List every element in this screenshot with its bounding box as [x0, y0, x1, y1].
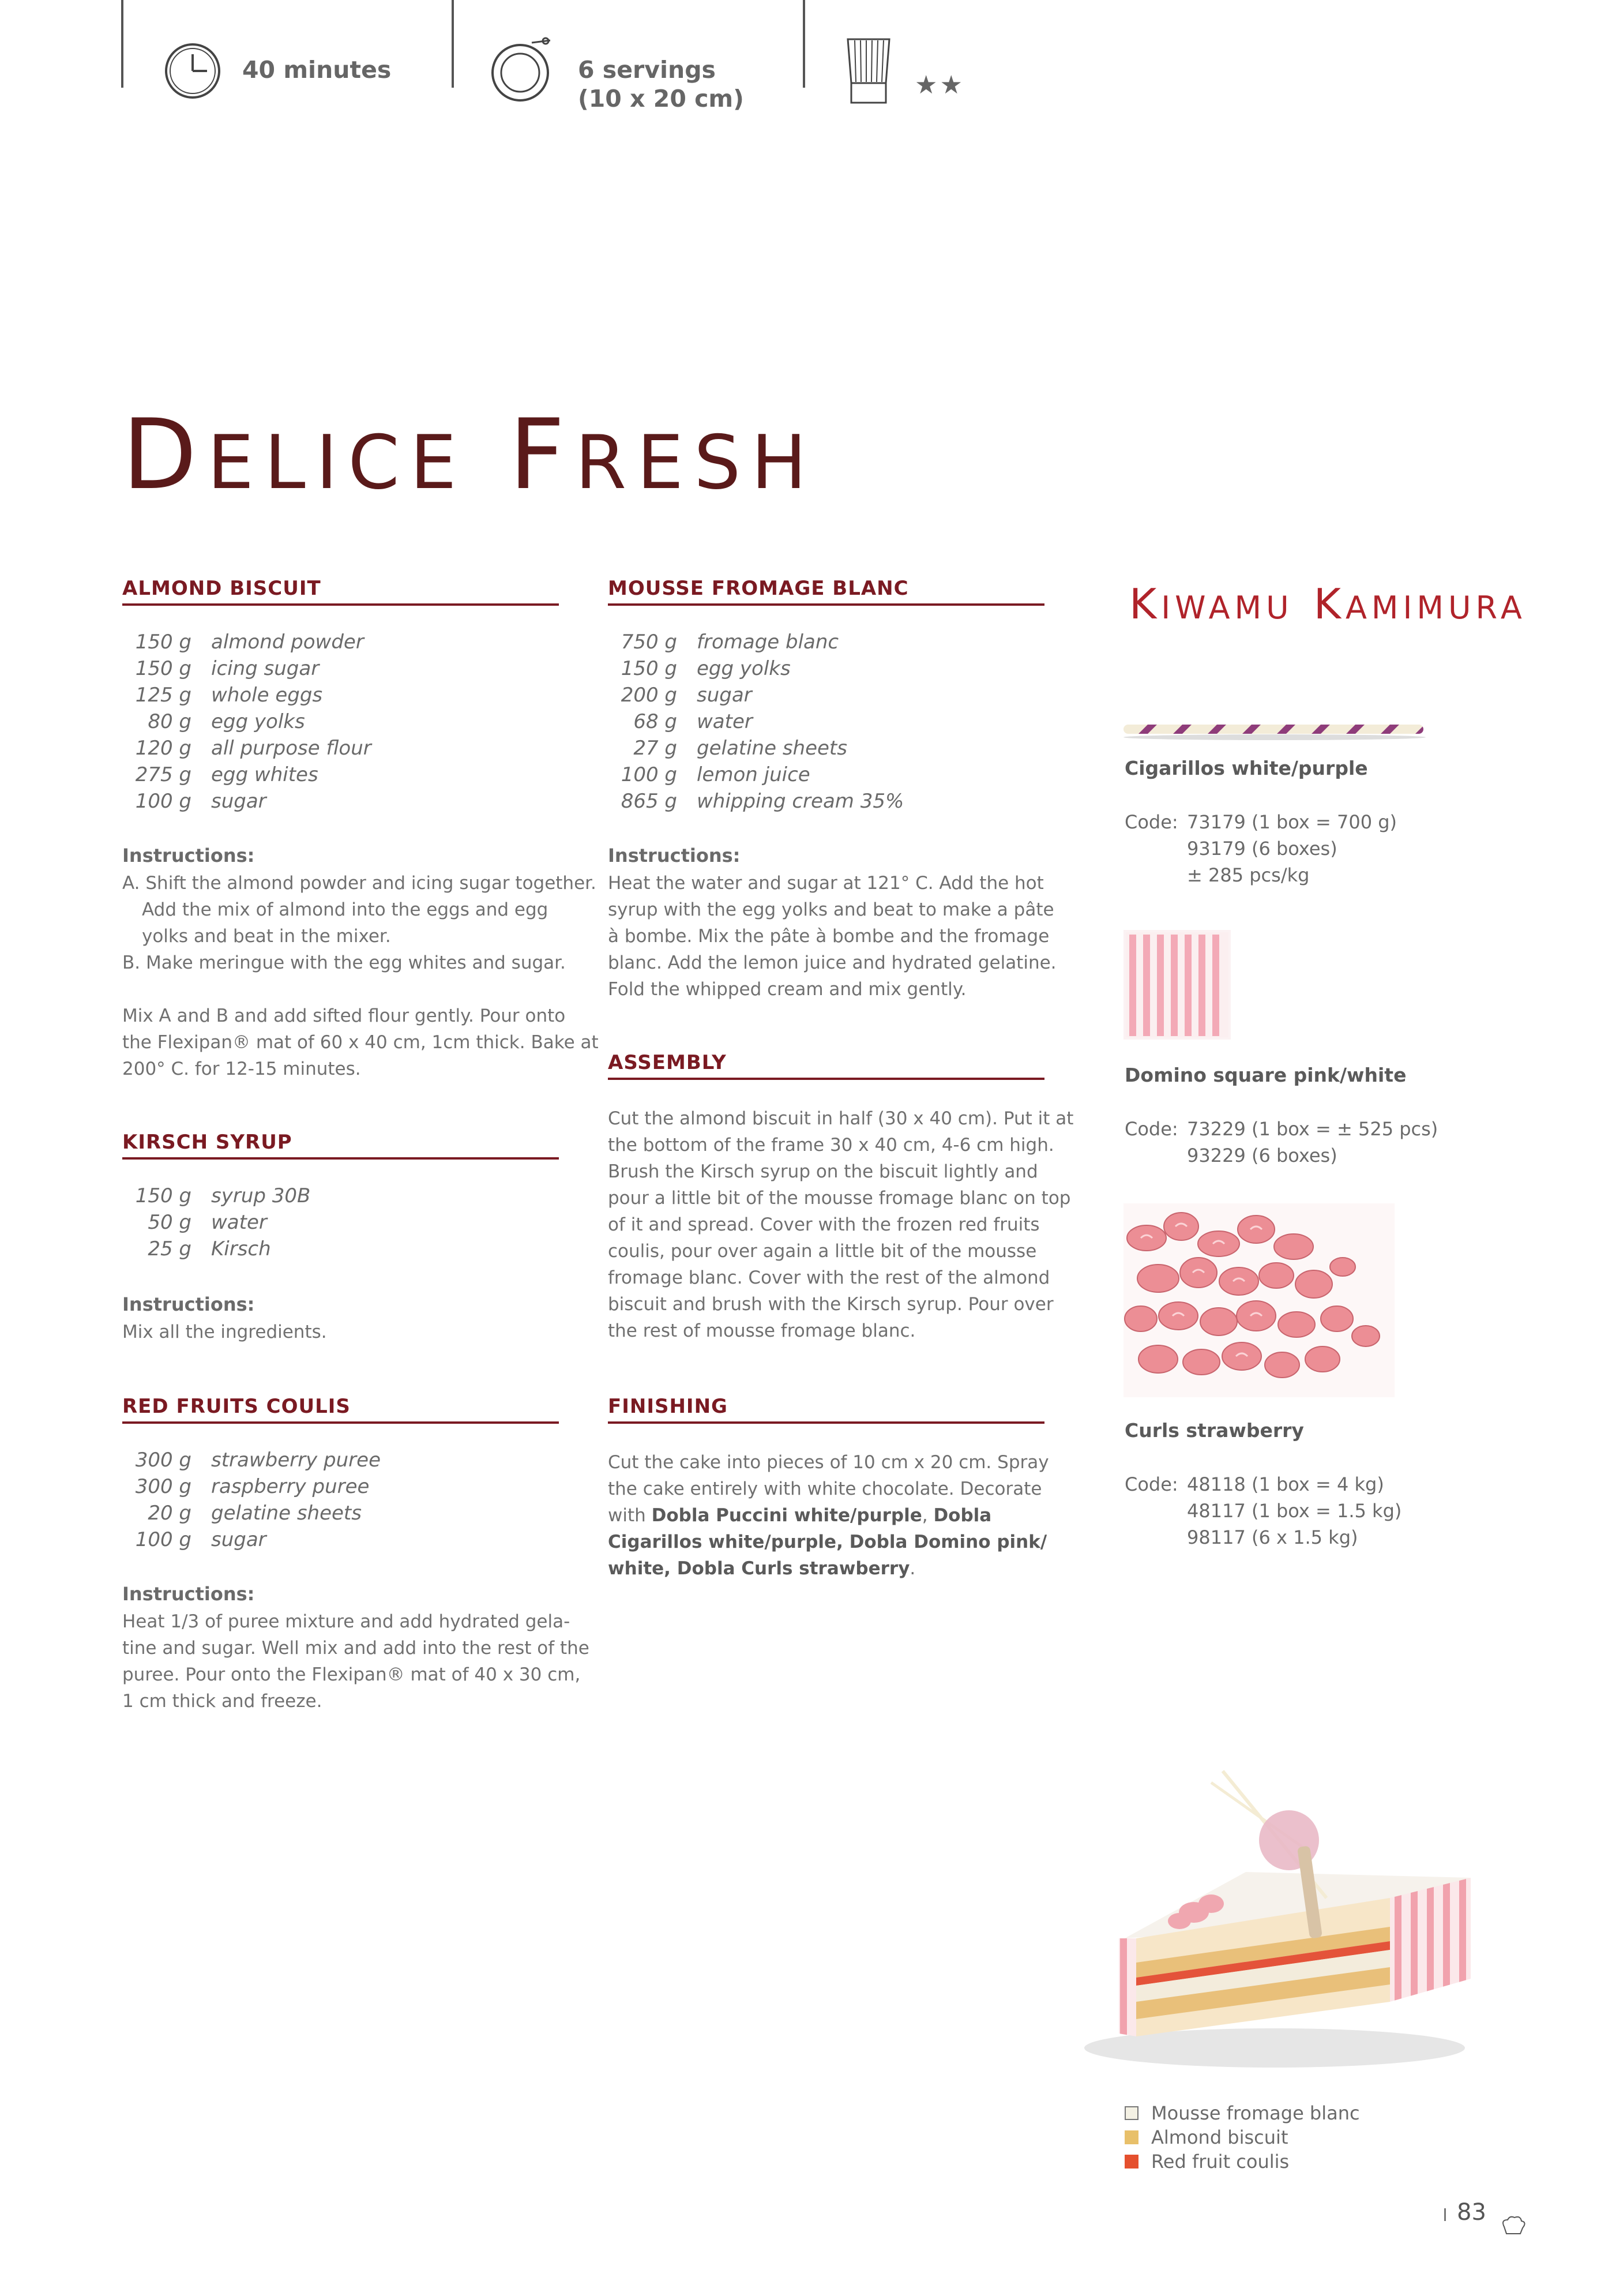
ingredient-name: all purpose flour: [211, 737, 371, 760]
legend-item: [1125, 2126, 1288, 2148]
product-name: Cigarillos white/purple: [1125, 757, 1368, 779]
ingredient-name: water: [211, 1211, 267, 1234]
ingredient-row: [122, 1236, 310, 1262]
ingredient-row: [122, 788, 371, 815]
product-code: [1125, 809, 1397, 888]
ingredient-qty: 275 g: [135, 763, 191, 786]
ingredient-qty: 865 g: [621, 790, 677, 813]
ingredient-row: [608, 655, 904, 682]
code-label: Code:: [1125, 1118, 1178, 1140]
text-line: coulis, pour over again a little bit of the mousse: [608, 1241, 1037, 1262]
section-rule: [608, 603, 1044, 606]
text-line: blanc. Add the lemon juice and hydrated gelatine.: [608, 952, 1057, 973]
code-label: Code:: [1125, 1473, 1178, 1495]
text-line: fromage blanc. Cover with the rest of the almond: [608, 1267, 1050, 1288]
text-run: with: [608, 1505, 652, 1526]
product-code: [1125, 1116, 1438, 1169]
text-line: [122, 976, 599, 1003]
ingredient-row: [608, 682, 904, 708]
prep-time: 40 minutes: [242, 56, 392, 84]
cigarillo-image: [1119, 719, 1430, 742]
ingredient-name: almond powder: [211, 631, 364, 654]
text-line: 1 cm thick and freeze.: [122, 1691, 322, 1712]
ingredient-row: [608, 761, 904, 788]
ingredient-name: egg whites: [211, 763, 318, 786]
code-line: 48118 (1 box = 4 kg): [1187, 1473, 1384, 1495]
ingredient-qty: 68 g: [633, 710, 677, 733]
section-rule: [122, 1421, 559, 1424]
ingredient-name: gelatine sheets: [211, 1502, 362, 1525]
ingredient-row: [122, 1500, 381, 1526]
code-line: 48117 (1 box = 1.5 kg): [1187, 1500, 1402, 1522]
ingredient-row: [122, 761, 371, 788]
ingredient-list: [122, 629, 371, 815]
text-line: 200° C. for 12-15 minutes.: [122, 1059, 361, 1079]
ingredient-name: icing sugar: [211, 657, 320, 680]
ingredient-row: [122, 1183, 310, 1209]
ingredient-qty: 20 g: [148, 1502, 191, 1525]
text-line: Mix A and B and add sifted flour gently. Pour onto: [122, 1006, 566, 1026]
ingredient-list: [608, 629, 904, 815]
domino-image: [1123, 930, 1231, 1040]
ingredient-qty: 750 g: [621, 631, 677, 654]
text-line: puree. Pour onto the Flexipan® mat of 40 x 30 cm,: [122, 1664, 581, 1685]
ingredient-qty: 150 g: [135, 657, 191, 680]
ingredient-row: [608, 788, 904, 815]
instructions-text: [608, 870, 1057, 1003]
text-line: the bottom of the frame 30 x 40 cm, 4-6 cm high.: [608, 1135, 1054, 1155]
legend-swatch: [1125, 2130, 1138, 2144]
product-name: Domino square pink/white: [1125, 1064, 1407, 1086]
servings-count: 6 servings: [578, 56, 716, 84]
section-rule: [608, 1078, 1044, 1080]
assembly-text: [608, 1105, 1073, 1344]
text-line: A. Shift the almond powder and icing sugar together.: [122, 873, 596, 894]
legend-swatch: [1125, 2106, 1138, 2120]
text-line: Heat 1/3 of puree mixture and add hydrated gela-: [122, 1611, 570, 1632]
ingredient-name: Kirsch: [211, 1237, 271, 1260]
legend-label: Red fruit coulis: [1151, 2151, 1290, 2173]
ingredient-name: whipping cream 35%: [697, 790, 904, 813]
ingredient-qty: 100 g: [135, 790, 191, 813]
ingredient-row: [122, 1209, 310, 1236]
chef-word: AMIMURA: [1345, 590, 1527, 626]
chef-hat-icon: [1500, 2214, 1527, 2237]
text-line: yolks and beat in the mixer.: [142, 926, 391, 947]
ingredient-name: egg yolks: [697, 657, 791, 680]
product-name-bold: Dobla Puccini white/purple: [651, 1505, 922, 1526]
plate-icon: [490, 37, 554, 103]
text-line: Brush the Kirsch syrup on the biscuit lightly and: [608, 1161, 1038, 1182]
text-run: .: [910, 1558, 916, 1579]
chef-cap: K: [1129, 580, 1162, 628]
product-code: [1125, 1471, 1401, 1551]
ingredient-name: sugar: [697, 684, 752, 707]
section-heading: KIRSCH SYRUP: [122, 1131, 292, 1154]
text-line: the rest of mousse fromage blanc.: [608, 1320, 916, 1341]
instructions-text: [122, 1608, 589, 1715]
title-word: ELICE: [207, 420, 467, 506]
ingredient-row: [122, 1473, 381, 1500]
instructions-text: [122, 870, 599, 1082]
ingredient-qty: 120 g: [135, 737, 191, 760]
servings: [578, 55, 744, 113]
ingredient-qty: 50 g: [148, 1211, 191, 1234]
text-run: ,: [922, 1505, 934, 1526]
title-cap: D: [122, 398, 208, 511]
instructions-label: Instructions:: [608, 845, 741, 866]
title-cap: F: [509, 398, 576, 511]
ingredient-name: strawberry puree: [211, 1449, 381, 1472]
ingredient-qty: 300 g: [135, 1475, 191, 1498]
text-line: biscuit and brush with the Kirsch syrup. Pour over: [608, 1294, 1054, 1315]
text-line: Cut the almond biscuit in half (30 x 40 cm). Put it at: [608, 1108, 1074, 1129]
instructions-label: Instructions:: [122, 845, 255, 866]
chef-hat-icon: [846, 36, 892, 105]
ingredient-qty: 25 g: [148, 1237, 191, 1260]
section-heading: MOUSSE FROMAGE BLANC: [608, 577, 909, 600]
clock-icon: [163, 42, 222, 100]
ingredient-name: fromage blanc: [697, 631, 839, 654]
ingredient-name: sugar: [211, 790, 266, 813]
page-number-divider: [1444, 2208, 1446, 2221]
code-line: 73179 (1 box = 700 g): [1187, 811, 1397, 833]
text-line: the cake entirely with white chocolate. Decorate: [608, 1479, 1042, 1499]
ingredient-name: whole eggs: [211, 684, 323, 707]
difficulty-stars: ★★: [915, 70, 965, 100]
text-line: of it and spread. Cover with the frozen red fruits: [608, 1214, 1040, 1235]
legend-item: [1125, 2151, 1289, 2173]
code-label: Code:: [1125, 811, 1178, 833]
ingredient-row: [608, 735, 904, 761]
chef-name: [1129, 580, 1527, 628]
code-line: 93179 (6 boxes): [1187, 838, 1337, 860]
chef-word: IWAMU: [1161, 590, 1294, 626]
text-line: Heat the water and sugar at 121° C. Add the hot: [608, 873, 1044, 894]
legend-label: Almond biscuit: [1151, 2126, 1288, 2148]
ingredient-name: egg yolks: [211, 710, 305, 733]
ingredient-row: [122, 629, 371, 655]
legend-label: Mousse fromage blanc: [1151, 2102, 1360, 2124]
finishing-text: [608, 1449, 1049, 1582]
code-list: [1187, 809, 1397, 888]
page-title: [122, 398, 817, 511]
ingredient-list: [122, 1447, 381, 1553]
ingredient-name: lemon juice: [697, 763, 810, 786]
ingredient-qty: 300 g: [135, 1449, 191, 1472]
code-list: [1187, 1116, 1438, 1169]
ingredient-qty: 125 g: [135, 684, 191, 707]
section-rule: [122, 1157, 559, 1160]
section-rule: [122, 603, 559, 606]
ingredient-row: [608, 629, 904, 655]
code-line: 98117 (6 x 1.5 kg): [1187, 1526, 1358, 1548]
code-line: 73229 (1 box = ± 525 pcs): [1187, 1118, 1438, 1140]
ingredient-row: [608, 708, 904, 735]
text-line: B. Make meringue with the egg whites and sugar.: [122, 952, 566, 973]
product-name-bold: white, Dobla Curls strawberry: [608, 1558, 910, 1579]
ingredient-qty: 80 g: [148, 710, 191, 733]
chef-cap: K: [1313, 580, 1346, 628]
ingredient-name: sugar: [211, 1528, 266, 1551]
text-line: à bombe. Mix the pâte à bombe and the fromage: [608, 926, 1050, 947]
product-name-bold: Cigarillos white/purple, Dobla Domino pink/: [608, 1532, 1047, 1552]
text-line: tine and sugar. Well mix and add into the rest of the: [122, 1638, 589, 1659]
ingredient-name: raspberry puree: [211, 1475, 370, 1498]
ingredient-row: [122, 735, 371, 761]
code-line: 93229 (6 boxes): [1187, 1145, 1337, 1166]
section-heading: ALMOND BISCUIT: [122, 577, 321, 600]
ingredient-name: water: [697, 710, 753, 733]
instructions-label: Instructions:: [122, 1583, 255, 1605]
header-divider: [452, 0, 454, 88]
ingredient-row: [122, 655, 371, 682]
text-line: [608, 1502, 1049, 1529]
page-number: 83: [1457, 2199, 1486, 2226]
ingredient-qty: 150 g: [135, 631, 191, 654]
ingredient-name: gelatine sheets: [697, 737, 847, 760]
title-word: RESH: [575, 420, 817, 506]
ingredient-qty: 100 g: [621, 763, 677, 786]
ingredient-list: [122, 1183, 310, 1262]
legend-swatch: [1125, 2155, 1138, 2169]
code-line: ± 285 pcs/kg: [1187, 864, 1310, 886]
instructions-label: Instructions:: [122, 1293, 255, 1315]
header-divider: [121, 0, 123, 88]
ingredient-name: syrup 30B: [211, 1184, 311, 1207]
cake-image: [1055, 1748, 1517, 2083]
ingredient-row: [122, 682, 371, 708]
text-line: Mix all the ingredients.: [122, 1322, 327, 1342]
ingredient-qty: 100 g: [135, 1528, 191, 1551]
text-line: the Flexipan® mat of 60 x 40 cm, 1cm thick. Bake at: [122, 1032, 599, 1053]
text-line: Cut the cake into pieces of 10 cm x 20 cm. Spray: [608, 1452, 1049, 1473]
product-name-bold: Dobla: [933, 1505, 992, 1526]
ingredient-row: [122, 1526, 381, 1553]
ingredient-row: [122, 1447, 381, 1473]
text-line: Add the mix of almond into the eggs and egg: [142, 899, 548, 920]
servings-size: (10 x 20 cm): [578, 85, 744, 112]
header-divider: [803, 0, 805, 88]
product-name: Curls strawberry: [1125, 1419, 1304, 1442]
section-heading: FINISHING: [608, 1395, 728, 1418]
text-line: pour a little bit of the mousse fromage blanc on top: [608, 1188, 1071, 1209]
curls-image: [1123, 1203, 1395, 1397]
ingredient-qty: 150 g: [621, 657, 677, 680]
code-list: [1187, 1471, 1401, 1551]
instructions-text: [122, 1319, 327, 1345]
ingredient-qty: 27 g: [633, 737, 677, 760]
ingredient-qty: 200 g: [621, 684, 677, 707]
section-rule: [608, 1421, 1044, 1424]
section-heading: RED FRUITS COULIS: [122, 1395, 351, 1418]
section-heading: ASSEMBLY: [608, 1051, 727, 1074]
ingredient-row: [122, 708, 371, 735]
text-line: [608, 1555, 1049, 1582]
text-line: syrup with the egg yolks and beat to make a pâte: [608, 899, 1054, 920]
text-line: Fold the whipped cream and mix gently.: [608, 979, 967, 1000]
legend-item: [1125, 2102, 1360, 2124]
ingredient-qty: 150 g: [135, 1184, 191, 1207]
